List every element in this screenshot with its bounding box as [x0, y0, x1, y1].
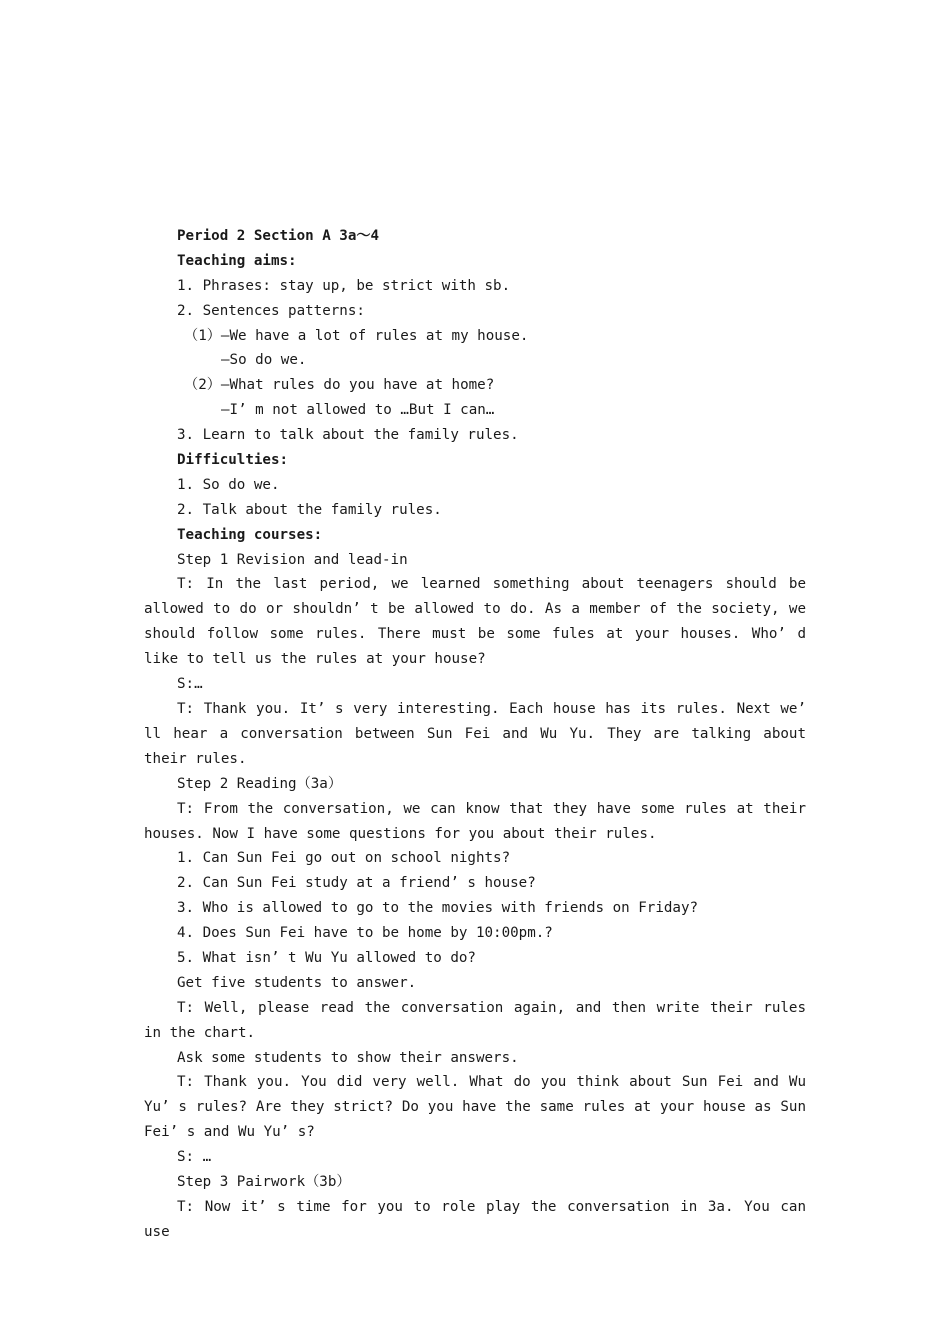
paragraph: T: From the conversation, we can know that they have some rules at their houses. Now I have some questions for you about their rules.: [144, 800, 806, 842]
aim-item: 2. Sentences patterns:: [177, 302, 365, 319]
student-line: S:…: [177, 676, 203, 693]
instruction-line: Get five students to answer.: [177, 974, 417, 991]
paragraph: T: In the last period, we learned something about teenagers should be allowed to do or shouldn’ t be allowed to do. As a member of the society, we should follow some rules. There must be some fules at your houses. Who’ d like to tell us the rules at your house?: [144, 576, 806, 668]
question-item: 2. Can Sun Fei study at a friend’ s house?: [177, 875, 536, 892]
question-item: 4. Does Sun Fei have to be home by 10:00pm.?: [177, 925, 553, 942]
difficulties-heading: Difficulties:: [177, 452, 289, 469]
instruction-line: Ask some students to show their answers.: [177, 1049, 519, 1066]
student-line: S: …: [177, 1149, 212, 1166]
aim-subitem: —So do we.: [221, 352, 307, 369]
aim-item: 3. Learn to talk about the family rules.: [177, 427, 519, 444]
step-heading: Step 2 Reading（3a）: [177, 775, 343, 792]
aim-item: 1. Phrases: stay up, be strict with sb.: [177, 277, 511, 294]
aim-subitem: （1）—We have a lot of rules at my house.: [184, 327, 529, 344]
difficulty-item: 2. Talk about the family rules.: [177, 501, 442, 518]
paragraph: T: Thank you. You did very well. What do you think about Sun Fei and Wu Yu’ s rules? Are they strict? Do you have the same rules at your house as Sun Fei’ s and Wu Yu’ s?: [144, 1074, 806, 1141]
paragraph: T: Now it’ s time for you to role play the conversation in 3a. You can use: [144, 1198, 806, 1240]
step-heading: Step 3 Pairwork（3b）: [177, 1174, 351, 1191]
difficulty-item: 1. So do we.: [177, 476, 280, 493]
courses-heading: Teaching courses:: [177, 526, 323, 543]
question-item: 5. What isn’ t Wu Yu allowed to do?: [177, 949, 476, 966]
aims-heading: Teaching aims:: [177, 252, 297, 269]
paragraph: T: Thank you. It’ s very interesting. Each house has its rules. Next we’ ll hear a conversation between Sun Fei and Wu Yu. They are talking about their rules.: [144, 700, 806, 767]
paragraph: T: Well, please read the conversation again, and then write their rules in the chart.: [144, 999, 806, 1041]
document-body: [144, 224, 806, 1245]
aim-subitem: （2）—What rules do you have at home?: [184, 377, 495, 394]
question-item: 3. Who is allowed to go to the movies with friends on Friday?: [177, 900, 699, 917]
step-heading: Step 1 Revision and lead-in: [177, 551, 408, 568]
aim-subitem: —I’ m not allowed to …But I can…: [221, 402, 495, 419]
page-title: Period 2 Section A 3a～4: [177, 228, 380, 244]
question-item: 1. Can Sun Fei go out on school nights?: [177, 850, 511, 867]
